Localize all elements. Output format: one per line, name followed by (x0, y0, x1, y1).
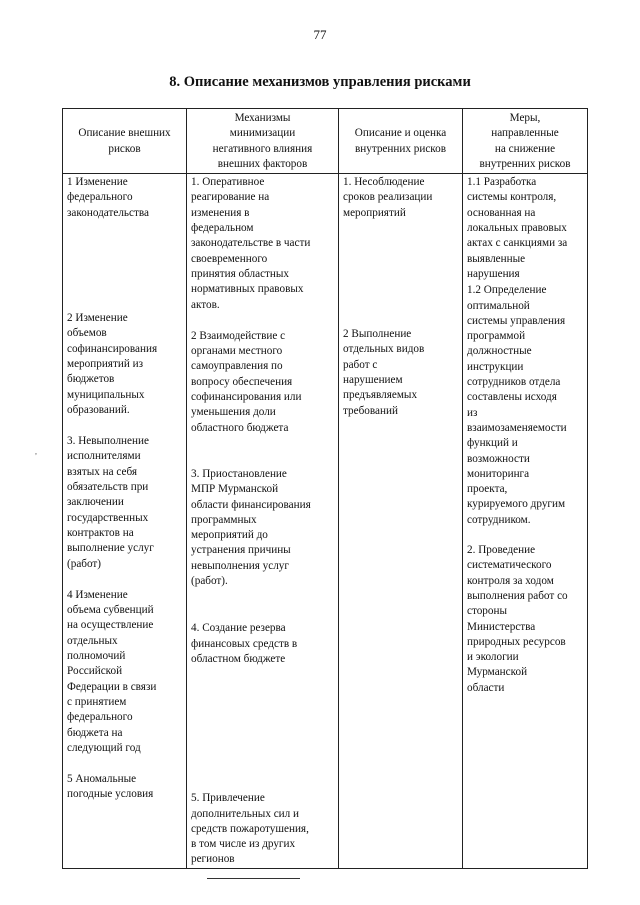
mechanism-1: 1. Оперативное реагирование на изменения в федеральном законодательстве в части своевременного принятия областных нормативных правовых актов. (191, 176, 311, 311)
internal-measure-2: 2. Проведение систематического контроля за ходом выполнения работ со стороны Министерства природных ресурсов и экологии Мурманской области (467, 544, 568, 694)
external-risk-3: 3. Невыполнение исполнителями взятых на себя обязательств при заключении государственных контрактов на выполнение услуг (работ) (67, 435, 154, 570)
internal-measures-cell (463, 174, 588, 869)
header-mitigation-mechanisms: Механизмы минимизации негативного влияния внешних факторов (187, 109, 339, 174)
internal-measure-1-2: 1.2 Определение оптимальной системы управления программой должностные инструкции сотрудников отдела составлены исходя из взаимозаменяемости функций и возможности мониторинга проекта, курируемого другим сотрудником. (467, 284, 567, 526)
external-risk-4: 4 Изменение объема субвенций на осуществление отдельных полномочий Российской Федерации в связи с принятием федерального бюджета на следующий год (67, 588, 157, 754)
internal-risk-1: 1. Несоблюдение сроков реализации мероприятий (343, 176, 433, 219)
external-risks-cell (63, 174, 187, 869)
header-external-risks: Описание внешних рисков (63, 109, 187, 174)
internal-measure-1-1: 1.1 Разработка системы контроля, основанная на локальных правовых актах с санкциями за выявленные нарушения (467, 176, 568, 280)
external-risk-5: 5 Аномальные погодные условия (67, 773, 154, 801)
mechanism-3: 3. Приостановление МПР Мурманской области финансирования программных мероприятий до устранения причины невыполнения услуг (работ). (191, 467, 311, 588)
table-header-row (63, 109, 588, 174)
header-internal-risks: Описание и оценка внутренних рисков (339, 109, 463, 174)
stray-margin-mark: , (35, 447, 37, 456)
mechanisms-cell (187, 174, 339, 869)
mechanism-2: 2 Взаимодействие с органами местного самоуправления по вопросу обеспечения софинансирования или уменьшения доли областного бюджета (191, 329, 302, 434)
mechanism-4: 4. Создание резерва финансовых средств в областном бюджете (191, 622, 298, 665)
page-number: 77 (313, 27, 327, 42)
mechanism-5: 5. Привлечение дополнительных сил и средств пожаротушения, в том числе из других регионов (191, 792, 309, 866)
footer-rule (207, 878, 300, 879)
internal-risks-cell (339, 174, 463, 869)
external-risk-2: 2 Изменение объемов софинансирования мероприятий из бюджетов муниципальных образований. (67, 312, 158, 416)
section-title: 8. Описание механизмов управления рисками (169, 74, 471, 90)
header-internal-measures: Меры, направленные на снижение внутренних рисков (463, 109, 588, 174)
table-row (63, 174, 588, 869)
external-risk-1: 1 Изменение федерального законодательства (67, 176, 149, 219)
internal-risk-2: 2 Выполнение отдельных видов работ с нарушением предъявляемых требований (343, 328, 425, 417)
risk-management-table (62, 108, 588, 869)
